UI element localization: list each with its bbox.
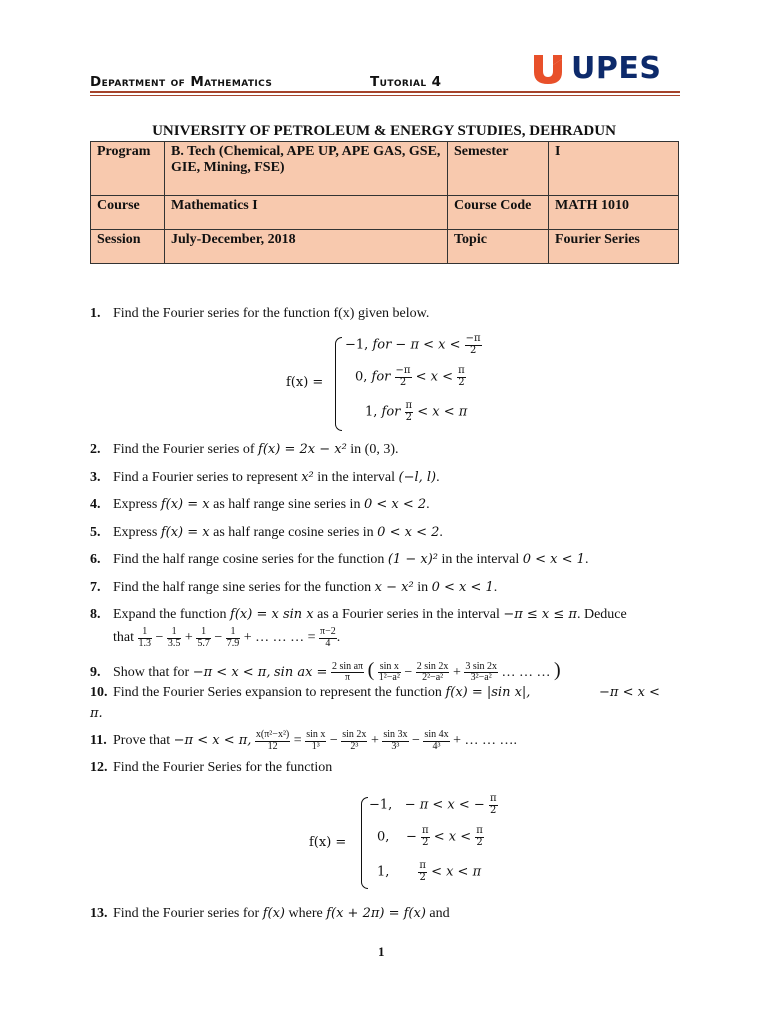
question-text: Expand the function — [113, 607, 227, 622]
math-expression: (1 − x)² — [387, 552, 438, 567]
numerator: 1 — [138, 627, 153, 639]
fraction — [319, 627, 337, 649]
case-condition: < x < π — [431, 864, 482, 880]
q1-case-1 — [345, 334, 482, 356]
upes-logo-icon — [531, 51, 565, 85]
numerator: π−2 — [320, 626, 336, 637]
case-condition: < x < — [415, 369, 454, 385]
math-expression: f(x) — [262, 906, 285, 921]
denominator: 3³ — [391, 740, 400, 752]
operator: − — [329, 733, 338, 749]
q1-case-3 — [365, 401, 467, 423]
question-number: 9. — [90, 665, 101, 680]
numerator: 1 — [226, 627, 241, 639]
operator: + — [370, 733, 379, 749]
question-1 — [90, 306, 429, 322]
question-text: that — [113, 630, 134, 646]
math-expression: x − x² — [374, 580, 414, 595]
denominator: 2 — [469, 344, 477, 356]
table-row — [91, 196, 679, 230]
q1-case-2 — [355, 366, 466, 388]
math-expression: −π ≤ x ≤ π — [503, 607, 577, 622]
question-2 — [90, 442, 399, 458]
case-condition: for — [371, 369, 391, 385]
fraction — [464, 662, 498, 684]
question-text: in — [417, 580, 429, 595]
numerator: sin x — [379, 660, 399, 672]
question-10 — [90, 685, 530, 701]
math-expression: 0 < x < 1 — [431, 580, 494, 595]
question-text: Find a Fourier series to represent — [113, 470, 298, 485]
denominator: 3.5 — [167, 637, 181, 649]
question-9 — [90, 659, 561, 684]
case-condition: < x < — [433, 829, 472, 845]
q1-fx-label: f(x) = — [286, 375, 324, 390]
denominator: 2 — [399, 376, 407, 388]
question-text: Find the half range sine series for the function — [113, 580, 372, 595]
table-cell: Mathematics I — [165, 196, 448, 230]
case-value: 0, — [355, 369, 368, 385]
course-info-table — [90, 141, 679, 264]
case-value: 0, — [377, 829, 390, 845]
denominator: 2 — [405, 411, 413, 423]
question-text: Show that for — [113, 665, 190, 680]
question-number: 11. — [90, 733, 107, 749]
question-number: 3. — [90, 470, 101, 485]
case-condition: for — [381, 404, 401, 420]
denominator: 4³ — [432, 740, 441, 752]
operator: − — [404, 665, 413, 680]
numerator: π — [489, 793, 497, 804]
question-number: 6. — [90, 552, 101, 567]
q10-interval — [599, 685, 660, 701]
question-number: 2. — [90, 442, 101, 457]
q8-deduce-series: that $\frac{1}{1.3}$ − $\frac{1}{3.5}$ + $\frac{1}{5.7}$ − $\frac{1}{7.9}$ + … … … = $\frac{\pi-2}{4}$ . — [113, 626, 341, 649]
operator: + — [452, 665, 461, 680]
university-title: UNIVERSITY OF PETROLEUM & ENERGY STUDIES, DEHRADUN — [152, 123, 616, 139]
numerator: 1 — [167, 627, 182, 639]
numerator: 3 sin 2x — [465, 660, 498, 672]
fraction — [331, 662, 364, 684]
fraction — [226, 627, 241, 649]
fraction — [395, 366, 412, 388]
question-text: Express — [113, 497, 158, 512]
math-expression: f(x) = x — [160, 525, 210, 540]
question-number: 4. — [90, 497, 101, 512]
question-text: . — [493, 580, 498, 595]
question-13 — [90, 906, 450, 922]
denominator: 1³ — [311, 740, 320, 752]
upes-logo — [531, 50, 661, 86]
question-text: . Deduce — [576, 607, 627, 622]
ellipsis: … … … = — [255, 630, 316, 646]
numerator: 2 sin aπ — [331, 660, 364, 672]
question-text: Find the Fourier series for — [113, 906, 260, 921]
question-text: and — [429, 906, 450, 921]
denominator: 12 — [267, 740, 278, 752]
question-text: Express — [113, 525, 158, 540]
question-text: as half range cosine series in — [213, 525, 374, 540]
denominator: 2 — [422, 836, 429, 848]
table-cell: Topic — [448, 230, 549, 264]
math-expression: x² — [301, 470, 314, 485]
q12-case-3 — [377, 861, 481, 883]
question-number: 8. — [90, 607, 101, 622]
numerator: −π — [465, 333, 481, 344]
table-cell: I — [549, 142, 679, 196]
question-number: 12. — [90, 760, 108, 775]
left-brace — [361, 797, 368, 889]
operator: + — [184, 630, 193, 646]
table-cell: Session — [91, 230, 165, 264]
fraction — [418, 861, 427, 883]
question-8 — [90, 607, 627, 623]
denominator: 5.7 — [197, 637, 210, 649]
question-text: Find the half range cosine series for the function — [113, 552, 385, 567]
fraction — [465, 334, 482, 356]
question-text: in the interval — [317, 470, 395, 485]
denominator: 2 — [419, 871, 426, 883]
table-cell: Program — [91, 142, 165, 196]
numerator: π — [476, 825, 483, 836]
question-6 — [90, 552, 588, 568]
fraction — [196, 627, 211, 649]
case-condition: − — [405, 829, 417, 845]
numerator: 2 sin 2x — [416, 660, 449, 672]
tutorial-header: Tutorial 4 — [370, 74, 442, 90]
fraction — [167, 627, 182, 649]
case-condition: − π < x < − — [404, 797, 485, 813]
fraction — [489, 794, 498, 816]
math-expression: π. — [90, 706, 103, 721]
numerator: π — [405, 400, 413, 411]
numerator: π — [419, 860, 426, 871]
numerator: sin 2x — [342, 729, 367, 740]
question-text: . — [439, 525, 443, 540]
table-cell: MATH 1010 — [549, 196, 679, 230]
question-number: 5. — [90, 525, 101, 540]
numerator: π — [458, 365, 465, 376]
case-value: 1, — [377, 864, 390, 880]
question-text: . — [436, 470, 440, 485]
denominator: 2 — [458, 376, 465, 388]
operator: − — [214, 630, 223, 646]
question-text: as half range sine series in — [213, 497, 361, 512]
denominator: 1.3 — [138, 637, 151, 649]
question-text: Prove that — [113, 733, 171, 749]
q12-case-1 — [369, 794, 498, 816]
math-expression: −π < x < — [599, 685, 660, 700]
header-rule — [90, 91, 680, 93]
fraction — [405, 401, 414, 423]
operator: − — [412, 733, 420, 749]
case-value: −1, — [345, 337, 369, 353]
case-value: −1, — [369, 797, 393, 813]
math-expression: 0 < x < 2 — [363, 497, 427, 512]
numerator: sin 4x — [424, 729, 449, 740]
question-text: in (0, 3). — [350, 442, 399, 457]
fraction — [382, 730, 408, 752]
math-expression: f(x + 2π) = f(x) — [326, 906, 426, 921]
math-expression: −π < x < π, — [173, 733, 252, 749]
math-expression: 0 < x < 2 — [377, 525, 440, 540]
logo-text: UPES — [571, 50, 662, 86]
denominator: 2²−a² — [422, 672, 444, 684]
question-12 — [90, 760, 332, 776]
fraction — [421, 826, 430, 848]
numerator: −π — [395, 365, 411, 376]
fraction — [138, 627, 153, 649]
department-header: Department of Mathematics — [90, 74, 273, 90]
question-7 — [90, 580, 497, 596]
question-text: Find the Fourier series for the function f(x) given below. — [113, 306, 430, 321]
operator: = — [293, 733, 302, 749]
question-number: 7. — [90, 580, 101, 595]
table-cell: B. Tech (Chemical, APE UP, APE GAS, GSE, GIE, Mining, FSE) — [165, 142, 448, 196]
open-paren: ( — [367, 659, 375, 681]
question-text: in the interval — [441, 552, 520, 567]
math-expression: −π < x < π, — [192, 665, 271, 680]
question-3 — [90, 470, 440, 486]
denominator: π — [344, 672, 351, 684]
q10-continuation — [90, 706, 103, 722]
denominator: 3²−a² — [470, 672, 492, 684]
q12-fx-label: f(x) = — [309, 835, 347, 850]
numerator: sin 3x — [383, 729, 408, 740]
question-11 — [90, 730, 517, 752]
table-row — [91, 142, 679, 196]
fraction — [341, 730, 367, 752]
numerator: sin x — [306, 729, 326, 740]
close-paren: ) — [554, 659, 561, 681]
operator: + — [453, 733, 461, 749]
question-5 — [90, 525, 443, 541]
page-number: 1 — [378, 944, 385, 959]
fraction — [423, 730, 449, 752]
numerator: x(π²−x²) — [255, 729, 290, 740]
fraction — [475, 826, 484, 848]
q12-case-2 — [377, 826, 484, 848]
fraction — [457, 366, 466, 388]
denominator: 2 — [490, 804, 497, 816]
question-text: as a Fourier series in the interval — [317, 607, 500, 622]
math-expression: (−l, l) — [398, 470, 437, 485]
question-4 — [90, 497, 430, 513]
denominator: 1²−a² — [378, 672, 400, 684]
denominator: 2 — [476, 836, 483, 848]
math-expression: f(x) = x sin x — [230, 607, 314, 622]
table-cell: Fourier Series — [549, 230, 679, 264]
table-cell: Course Code — [448, 196, 549, 230]
question-text: Find the Fourier Series for the function — [113, 760, 333, 775]
denominator: 4 — [325, 637, 331, 649]
math-expression: f(x) = x — [160, 497, 210, 512]
case-value: 1, — [365, 404, 378, 420]
question-text: . — [584, 552, 589, 567]
table-cell: Semester — [448, 142, 549, 196]
question-text: . — [426, 497, 430, 512]
fraction — [378, 662, 401, 684]
table-row — [91, 230, 679, 264]
fraction — [255, 730, 290, 752]
question-number: 1. — [90, 306, 101, 321]
math-expression: sin ax = — [273, 665, 328, 680]
table-cell: July-December, 2018 — [165, 230, 448, 264]
case-condition: < x < π — [417, 404, 468, 420]
fraction — [305, 730, 326, 752]
table-cell: Course — [91, 196, 165, 230]
ellipsis: … … … — [501, 665, 551, 680]
question-text: Find the Fourier series of — [113, 442, 255, 457]
math-expression: f(x) = 2x − x² — [258, 442, 347, 457]
denominator: 2³ — [350, 740, 359, 752]
case-condition: for − π < x < — [372, 337, 461, 353]
left-brace — [335, 337, 342, 431]
operator: − — [155, 630, 164, 646]
denominator: 7.9 — [226, 637, 240, 649]
math-expression: f(x) = |sin x|, — [445, 685, 531, 700]
question-number: 13. — [90, 906, 108, 921]
numerator: 1 — [196, 627, 211, 639]
ellipsis: … … …. — [464, 733, 517, 749]
question-text: Find the Fourier Series expansion to represent the function — [113, 685, 442, 700]
question-number: 10. — [90, 685, 108, 700]
fraction — [416, 662, 450, 684]
operator: + — [243, 630, 252, 646]
question-text: where — [288, 906, 323, 921]
math-expression: 0 < x < 1 — [522, 552, 585, 567]
header-rule-thin — [90, 95, 680, 96]
numerator: π — [421, 825, 429, 836]
